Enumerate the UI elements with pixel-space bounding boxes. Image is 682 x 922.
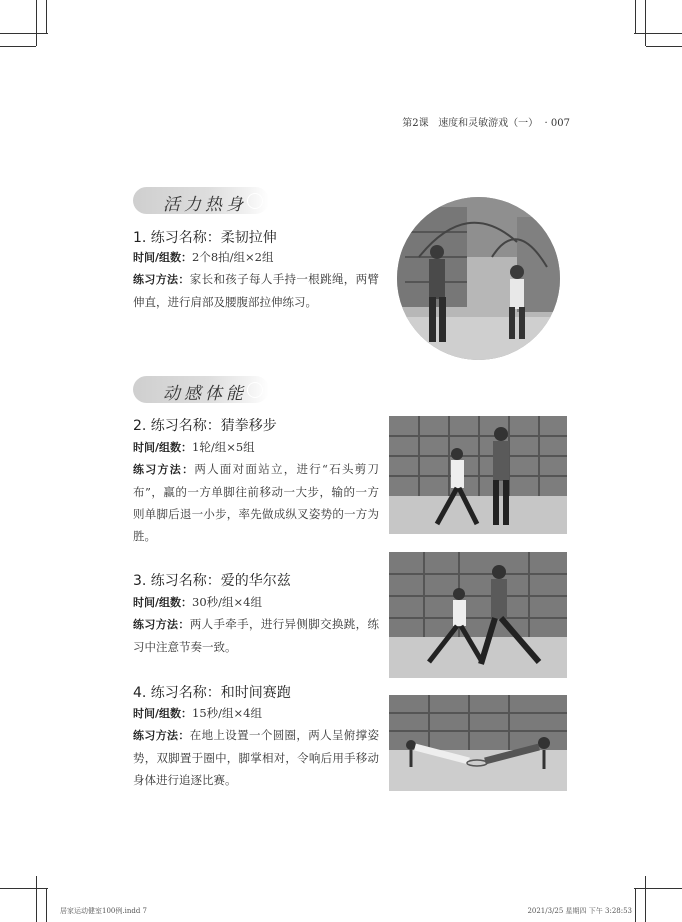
exercise-photo-race xyxy=(389,695,567,791)
exercise-title: 1. 练习名称：柔韧拉伸 xyxy=(133,230,277,246)
exercise-method: 练习方法：在地上设置一个圆圈，两人呈俯撑姿势，双脚置于圈中，脚掌相对，令响后用手移动身体进行追逐比赛。 xyxy=(133,728,379,787)
exercise-photo-rock-paper-scissors xyxy=(389,416,567,534)
exercise-time: 时间/组数：15秒/组×4组 xyxy=(133,706,262,720)
exercise-photo-waltz xyxy=(389,552,567,678)
crop-mark xyxy=(0,33,48,34)
page-number: · 007 xyxy=(544,118,570,129)
section-banner-fitness xyxy=(133,376,269,403)
exercise-time: 时间/组数：2个8拍/组×2组 xyxy=(133,250,274,264)
crop-mark xyxy=(634,888,682,889)
exercise-title: 3. 练习名称：爱的华尔兹 xyxy=(133,573,291,589)
exercise-title: 2. 练习名称：猜拳移步 xyxy=(133,418,277,434)
lesson-title: 速度和灵敏游戏（一） xyxy=(438,118,539,129)
exercise-title: 4. 练习名称：和时间赛跑 xyxy=(133,685,291,701)
section-title: 动感体能 xyxy=(163,384,247,404)
running-header xyxy=(380,114,570,129)
crop-mark xyxy=(36,0,37,46)
exercise-time: 时间/组数：1轮/组×5组 xyxy=(133,440,255,454)
crop-mark xyxy=(634,33,682,34)
crop-mark xyxy=(645,0,646,46)
crop-mark xyxy=(0,888,48,889)
footer-file-name: 居家运动健室100例.indd 7 xyxy=(60,907,147,915)
exercise-photo-stretching xyxy=(397,197,560,360)
swirl-decoration-icon xyxy=(247,193,263,209)
crop-mark xyxy=(46,0,47,33)
section-title: 活力热身 xyxy=(163,195,247,215)
crop-mark xyxy=(645,876,646,922)
crop-mark xyxy=(635,0,636,33)
crop-mark xyxy=(46,888,47,922)
footer-timestamp: 2021/3/25 星期四 下午 3:28:53 xyxy=(527,907,632,915)
exercise-method: 练习方法：两人面对面站立，进行“石头剪刀布”，赢的一方单脚往前移动一大步，输的一方则单脚后退一小步，率先做成纵叉姿势的一方为胜。 xyxy=(133,462,380,543)
swirl-decoration-icon xyxy=(247,382,263,398)
lesson-number: 第2课 xyxy=(402,118,429,129)
crop-mark xyxy=(0,46,36,47)
section-banner-warmup xyxy=(133,187,269,214)
crop-mark xyxy=(635,888,636,922)
crop-mark xyxy=(646,46,682,47)
exercise-method: 练习方法：家长和孩子每人手持一根跳绳，两臂伸直，进行肩部及腰腹部拉伸练习。 xyxy=(133,272,379,309)
exercise-time: 时间/组数：30秒/组×4组 xyxy=(133,595,262,609)
crop-mark xyxy=(36,876,37,922)
exercise-method: 练习方法：两人手牵手，进行异侧脚交换跳，练习中注意节奏一致。 xyxy=(133,617,379,654)
